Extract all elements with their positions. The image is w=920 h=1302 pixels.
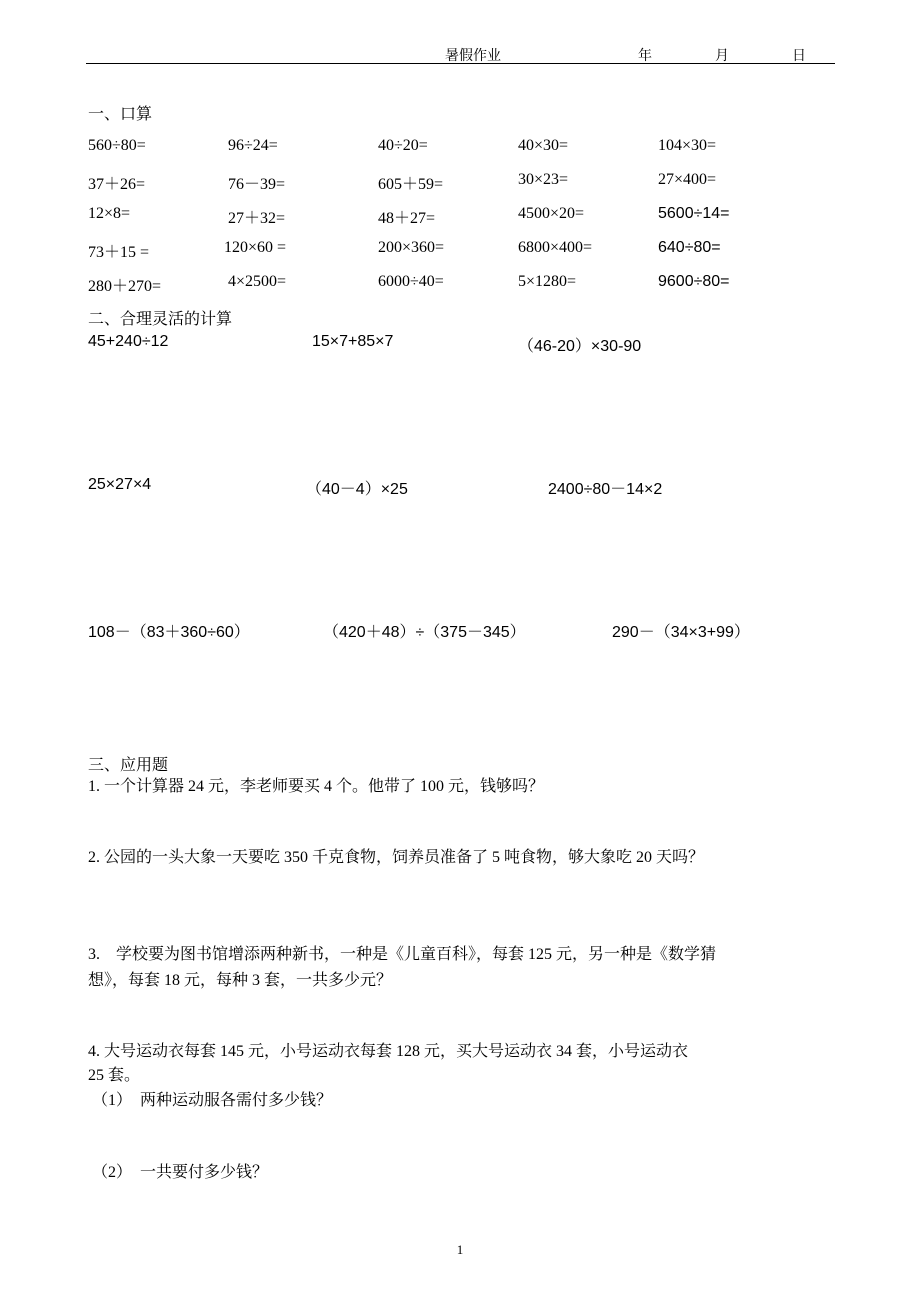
oral-item: 4500×20=	[518, 205, 585, 222]
oral-item: 5×1280=	[518, 273, 577, 290]
oral-item: 640÷80=	[658, 239, 721, 256]
calc-expression: 2400÷80－14×2	[548, 481, 663, 498]
calc-expression: 290－（34×3+99）	[612, 624, 750, 641]
calc-expression: （46-20）×30-90	[518, 338, 642, 355]
oral-item: 6800×400=	[518, 239, 593, 256]
oral-item: 5600÷14=	[658, 205, 730, 222]
section-1-title: 一、口算	[88, 106, 153, 123]
calc-expression: 45+240÷12	[88, 333, 169, 350]
problem-1-text: 1. 一个计算器 24 元，李老师要买 4 个。他带了 100 元，钱够吗？	[88, 778, 545, 795]
calc-expression: 108－（83＋360÷60）	[88, 624, 250, 641]
calc-expression: （420＋48）÷（375－345）	[323, 624, 526, 641]
page-number: 1	[456, 1242, 464, 1257]
calc-expression: 15×7+85×7	[312, 333, 394, 350]
oral-item: 48＋27=	[378, 210, 436, 227]
oral-item: 30×23=	[518, 171, 569, 188]
oral-item: 76－39=	[228, 176, 286, 193]
oral-item: 200×360=	[378, 239, 445, 256]
oral-item: 27×400=	[658, 171, 717, 188]
oral-item: 40×30=	[518, 137, 569, 154]
oral-item: 560÷80=	[88, 137, 146, 154]
header-month-label: 月	[715, 47, 729, 63]
oral-item: 104×30=	[658, 137, 717, 154]
problem-4-subquestion-1: （1） 两种运动服各需付多少钱？	[92, 1092, 333, 1109]
oral-item: 37＋26=	[88, 176, 146, 193]
oral-item: 605＋59=	[378, 176, 444, 193]
calc-expression: （40－4）×25	[306, 481, 408, 498]
problem-4-subquestion-2: （2） 一共要付多少钱？	[92, 1164, 269, 1181]
header-day-label: 日	[792, 47, 806, 63]
oral-item: 120×60 =	[224, 239, 287, 256]
oral-item: 12×8=	[88, 205, 131, 222]
page-header-title: 暑假作业	[445, 47, 501, 63]
section-3-title: 三、应用题	[88, 757, 169, 774]
problem-3-text-cont: 想》，每套 18 元，每种 3 套，一共多少元？	[88, 972, 393, 989]
section-2-title: 二、合理灵活的计算	[88, 311, 233, 328]
problem-4-text: 4. 大号运动衣每套 145 元，小号运动衣每套 128 元，买大号运动衣 34 套，小号运动衣	[88, 1043, 689, 1060]
calc-expression: 25×27×4	[88, 476, 152, 493]
header-divider	[86, 63, 835, 64]
problem-3-text: 3. 学校要为图书馆增添两种新书，一种是《儿童百科》，每套 125 元，另一种是《数学猜	[88, 946, 717, 963]
problem-2-text: 2. 公园的一头大象一天要吃 350 千克食物，饲养员准备了 5 吨食物，够大象吃 20 天吗？	[88, 849, 705, 866]
oral-item: 6000÷40=	[378, 273, 444, 290]
oral-item: 96÷24=	[228, 137, 278, 154]
oral-item: 40÷20=	[378, 137, 428, 154]
oral-item: 73＋15 =	[88, 244, 150, 261]
oral-item: 4×2500=	[228, 273, 287, 290]
oral-item: 280＋270=	[88, 278, 162, 295]
oral-item: 9600÷80=	[658, 273, 730, 290]
oral-item: 27＋32=	[228, 210, 286, 227]
problem-4-text-cont: 25 套。	[88, 1067, 141, 1084]
header-year-label: 年	[638, 47, 652, 63]
